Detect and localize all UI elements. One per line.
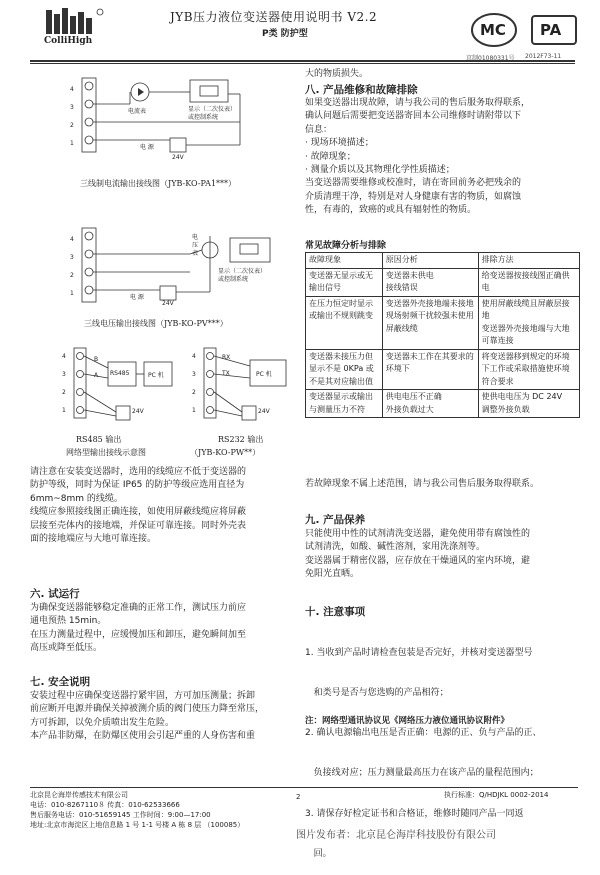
label-voltmeter-2: 压 <box>192 242 199 249</box>
footer-rule <box>30 787 578 788</box>
list-item: 3. 请保存好检定证书和合格证，维修时随同产品一同返 <box>305 808 524 819</box>
table-row <box>306 349 580 390</box>
text-line: 前应断开电源并确保关掉被测介质的阀门使压力降至常压， <box>30 704 265 715</box>
table-cell: 变送器无显示或无输出信号 <box>306 268 383 296</box>
text-line: 层接至壳体内的接地端，并保证可靠连接。同时外壳表 <box>30 520 247 531</box>
text-line: 防护等级，同时为保证 IP65 的防护等级应选用直径为 <box>30 480 245 491</box>
table-cell: 将变送器移到规定的环境下工作或采取措施使环境符合要求 <box>478 349 579 390</box>
table-cell: 变送器未接压力但显示不是 0KPa 或不是其对应输出值 <box>306 349 383 390</box>
text-line: 只能使用中性的试剂清洗变送器，避免使用带有腐蚀性的 <box>305 529 531 539</box>
label-power: 电 源 <box>140 144 154 151</box>
text-line: 介质清理干净，特别是对人身健康有害的物质，如腐蚀 <box>305 191 522 202</box>
text-line: 高压或降至低压。 <box>30 643 103 654</box>
bullet-item: · 测量介质以及其物理化学性质描述； <box>305 165 455 176</box>
list-item: 2. 确认电源输出电压是否正确：电源的正、负与产品的正、 <box>305 728 542 739</box>
terminal-2: 2 <box>70 122 74 129</box>
terminal-4: 4 <box>70 86 74 93</box>
address: 地址:北京市海淀区上地信息路 1 号 1-1 号楼 A 栋 8 层 （100085） <box>30 821 245 829</box>
caption-voltage: 三线电压输出接线图（JYB-KO-PV***） <box>84 319 228 328</box>
certification-marks <box>470 10 580 50</box>
label-pc: PC 机 <box>148 372 164 379</box>
cpa-mark: PA <box>540 21 562 39</box>
label-a: A <box>94 372 99 379</box>
label-power: 电 源 <box>130 294 144 301</box>
terminal-1: 1 <box>70 140 74 147</box>
text-line: 信息： <box>305 124 333 135</box>
label-voltmeter-3: 表 <box>192 250 199 257</box>
page-number: 2 <box>296 793 301 801</box>
label-pc: PC 机 <box>256 371 272 378</box>
bullet-item: · 现场环境描述； <box>305 138 374 149</box>
footer-contact <box>30 790 310 830</box>
terminal-2: 2 <box>70 272 74 279</box>
table-cell: 变送器外壳接地端未接地 现场射频干扰较强未使用屏蔽线缆 <box>382 296 478 349</box>
text-line: 安装过程中应确保变送器拧紧牢固，方可加压测量；拆卸 <box>30 691 256 701</box>
wiring-diagram-current <box>60 72 300 172</box>
text-line: 当变送器需要维修或校准时，请在寄回前务必把残余的 <box>305 178 522 189</box>
certification-code: 2012F73-11 <box>525 53 562 60</box>
label-control: 或控制系统 <box>188 114 219 121</box>
protocol-note: 注：网络型通讯协议见《网络压力液位通讯协议附件》 <box>305 716 510 726</box>
table-row <box>306 268 580 296</box>
label-display: 显示（二次仪表） <box>188 106 237 113</box>
section-7-title: 七. 安全说明 <box>30 676 91 688</box>
table-row <box>306 296 580 349</box>
wiring-diagram-rs232 <box>190 342 300 430</box>
company-name: 北京昆仑海岸传感技术有限公司 <box>30 791 128 799</box>
brand-name: ColliHigh <box>44 36 93 46</box>
label-control: 或控制系统 <box>218 276 249 283</box>
terminal-3: 3 <box>62 371 66 378</box>
terminal-2: 2 <box>62 389 66 396</box>
text-line: 方可拆卸，以免介质喷出发生危险。 <box>30 717 175 728</box>
label-24v: 24V <box>172 154 184 161</box>
execution-standard: 执行标准：Q/HDJKL 0002-2014 <box>444 791 549 799</box>
text-line: 试剂清洗，如酸、碱性溶剂，家用洗涤剂等。 <box>305 542 486 553</box>
label-rs485: RS485 <box>110 370 130 377</box>
text-line: 变送器属于精密仪器，应存放在干燥通风的室内环境，避 <box>305 555 531 566</box>
column-header: 原因分析 <box>382 253 478 269</box>
terminal-4: 4 <box>62 353 66 360</box>
section-7-body <box>30 690 300 744</box>
section-7-continuation: 大的物质损失。 <box>305 69 369 79</box>
phone-fax: 电话：010-8267110８ 传真：010-62533666 <box>30 801 180 809</box>
terminal-3: 3 <box>70 254 74 261</box>
list-item: 回。 <box>305 848 332 859</box>
wiring-diagram-rs485 <box>60 342 180 430</box>
section-6-body <box>30 602 300 656</box>
text-line: 确认问题后需要把变送器寄回本公司维修时请附带以下 <box>305 111 522 122</box>
text-line: 性，有毒的，致癌的或具有辐射性的物质。 <box>305 205 477 216</box>
bullet-item: · 故障现象； <box>305 151 356 162</box>
table-row <box>306 390 580 418</box>
company-logo <box>40 6 110 52</box>
table-cell: 使用屏蔽线缆且屏蔽层接地 变送器外壳接地端与大地可靠连接 <box>478 296 579 349</box>
terminal-2: 2 <box>192 389 196 396</box>
label-rx: RX <box>222 354 231 361</box>
caption-rs485: RS485 输出 <box>76 435 122 444</box>
list-item: 和类号是否与您选购的产品相符； <box>305 688 449 699</box>
table-cell: 给变送器按接线图正确供电 <box>478 268 579 296</box>
terminal-3: 3 <box>192 371 196 378</box>
terminal-4: 4 <box>70 236 74 243</box>
table-header-row <box>306 253 580 269</box>
section-9-title: 九. 产品保养 <box>305 514 366 526</box>
label-voltmeter-1: 电 <box>192 234 199 241</box>
label-ammeter: 电流表 <box>128 108 147 115</box>
text-line: 免阳光直晒。 <box>305 569 360 580</box>
text-line: 本产品非防爆，在防爆区使用会引起严重的人身伤害和重 <box>30 731 256 742</box>
fault-table <box>305 252 580 418</box>
terminal-1: 1 <box>62 407 66 414</box>
installation-notes <box>30 466 300 546</box>
caption-rs232: RS232 输出 <box>218 435 264 444</box>
list-item: 1. 当收到产品时请检查包装是否完好，并核对变送器型号 <box>305 647 533 658</box>
service-hours: 售后服务电话：010-51659145 工作时间：9:00—17:00 <box>30 811 211 819</box>
certification-number: 京制01080331号 <box>466 55 515 62</box>
caption-network: 网络型输出接线示意图 <box>66 448 146 457</box>
publisher-watermark: 图片发布者：北京昆仑海岸科技股份有限公司 <box>296 830 496 841</box>
section-10-title: 十. 注意事项 <box>305 606 366 618</box>
text-line: 线缆应参照接线图正确连接，如使用屏蔽线缆应将屏蔽 <box>30 507 247 518</box>
table-cell: 变送器未工作在其要求的环境下 <box>382 349 478 390</box>
column-header: 故障现象 <box>306 253 383 269</box>
text-line: 在压力测量过程中，应缓慢加压和卸压，避免瞬间加至 <box>30 629 247 640</box>
label-24v: 24V <box>258 408 270 415</box>
table-cell: 变送器显示或输出与测量压力不符 <box>306 390 383 418</box>
section-9-body <box>305 528 585 582</box>
label-b: B <box>94 356 99 363</box>
list-item: 负接线对应；压力测量最高压力在该产品的量程范围内； <box>305 768 539 779</box>
header-rule-thin <box>30 63 575 64</box>
fault-table-title: 常见故障分析与排除 <box>305 241 387 251</box>
terminal-1: 1 <box>70 290 74 297</box>
label-24v: 24V <box>162 300 174 307</box>
text-line: 通电预热 15min。 <box>30 616 107 627</box>
document-subtitle: P类 防护型 <box>262 29 308 39</box>
text-line: 面的接地端应与大地可靠连接。 <box>30 534 157 545</box>
label-tx: TX <box>222 370 230 377</box>
terminal-3: 3 <box>70 104 74 111</box>
table-cell: 变送器未供电 接线错误 <box>382 268 478 296</box>
table-cell: 供电电压不正确 外接负载过大 <box>382 390 478 418</box>
wiring-diagram-voltage <box>60 222 300 310</box>
cmc-mark: MC <box>480 21 506 39</box>
text-line: 6mm~8mm 的线缆。 <box>30 493 123 504</box>
text-line: 如果变送器出现故障，请与我公司的售后服务取得联系， <box>305 98 531 108</box>
section-6-title: 六. 试运行 <box>30 588 80 600</box>
table-cell: 在压力恒定时显示或输出不规则跳变 <box>306 296 383 349</box>
text-line: 为确保变送器能够稳定准确的正常工作，测试压力前应 <box>30 603 247 613</box>
terminal-4: 4 <box>192 353 196 360</box>
document-title: JYB压力液位变送器使用说明书 V2.2 <box>170 10 378 24</box>
label-display: 显示（二次仪表） <box>218 268 267 275</box>
caption-current: 三线制电流输出接线图（JYB-KO-PA1***） <box>80 179 237 188</box>
column-header: 排除方法 <box>478 253 579 269</box>
section-8-body <box>305 97 585 218</box>
table-cell: 使供电电压为 DC 24V 调整外接负载 <box>478 390 579 418</box>
header-rule <box>30 60 575 62</box>
text-line: 请注意在安装变送器时，选用的线缆应不低于变送器的 <box>30 467 247 477</box>
label-24v: 24V <box>132 408 144 415</box>
section-8-title: 八. 产品维修和故障排除 <box>305 84 418 96</box>
caption-network-model: （JYB-KO-PW**） <box>190 448 261 457</box>
fault-table-note: 若故障现象不属上述范围，请与我公司售后服务取得联系。 <box>305 479 540 489</box>
terminal-1: 1 <box>192 407 196 414</box>
